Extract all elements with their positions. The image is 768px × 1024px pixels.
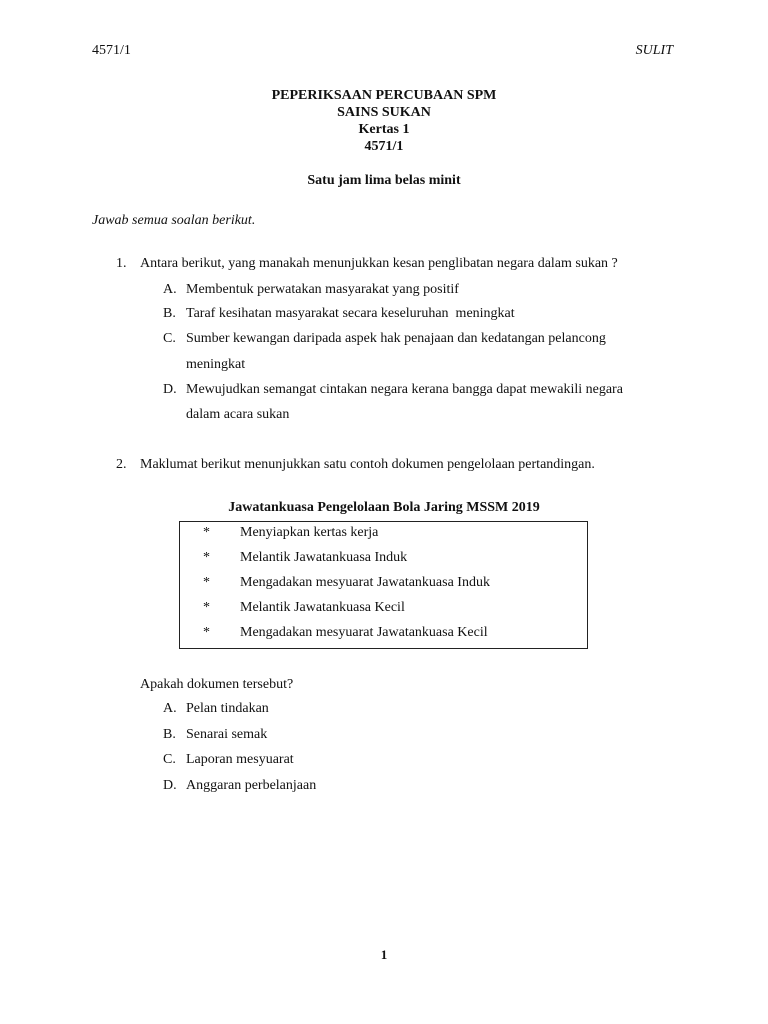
q1-option-d-text: Mewujudkan semangat cintakan negara kerana bangga dapat mewakili negara: [186, 382, 623, 397]
q1-option-a-text: Membentuk perwatakan masyarakat yang positif: [186, 282, 459, 297]
q2-option-c-text: Laporan mesyuarat: [186, 752, 294, 767]
box-title: Jawatankuasa Pengelolaan Bola Jaring MSSM 2019: [228, 500, 540, 515]
bullet-marker: *: [203, 600, 210, 615]
q1-option-b-text: Taraf kesihatan masyarakat secara keseluruhan meningkat: [186, 306, 515, 321]
question-1-number: 1.: [116, 256, 127, 271]
page-number: 1: [380, 947, 388, 962]
q1-option-c-text-cont: meningkat: [186, 357, 246, 372]
question-2-number: 2.: [116, 457, 127, 472]
paper-code: 4571/1: [92, 43, 131, 58]
classification-label: SULIT: [635, 43, 673, 58]
instruction: Jawab semua soalan berikut.: [92, 213, 256, 228]
q1-option-d-letter: D.: [163, 382, 177, 397]
bullet-marker: *: [203, 525, 210, 540]
q1-option-a-letter: A.: [163, 282, 177, 297]
q1-option-c-text: Sumber kewangan daripada aspek hak penajaan dan kedatangan pelancong: [186, 331, 606, 346]
q2-option-a-text: Pelan tindakan: [186, 701, 269, 716]
q2-option-d-text: Anggaran perbelanjaan: [186, 778, 317, 793]
q2-option-d-letter: D.: [163, 778, 177, 793]
q2-option-b-text: Senarai semak: [186, 727, 268, 742]
q1-option-b-letter: B.: [163, 306, 176, 321]
q2-option-c-letter: C.: [163, 752, 176, 767]
subject-title: SAINS SUKAN: [337, 105, 431, 120]
q2-option-b-letter: B.: [163, 727, 176, 742]
exam-title: PEPERIKSAAN PERCUBAAN SPM: [271, 88, 497, 103]
question-1-text: Antara berikut, yang manakah menunjukkan kesan penglibatan negara dalam sukan ?: [140, 256, 618, 271]
bullet-marker: *: [203, 575, 210, 590]
exam-duration: Satu jam lima belas minit: [307, 173, 461, 188]
q1-option-d-text-cont: dalam acara sukan: [186, 407, 290, 422]
box-item: Mengadakan mesyuarat Jawatankuasa Induk: [240, 575, 490, 590]
box-item: Menyiapkan kertas kerja: [240, 525, 379, 540]
question-2-prompt: Apakah dokumen tersebut?: [140, 677, 294, 692]
box-item: Melantik Jawatankuasa Induk: [240, 550, 408, 565]
box-item: Mengadakan mesyuarat Jawatankuasa Kecil: [240, 625, 488, 640]
box-item: Melantik Jawatankuasa Kecil: [240, 600, 405, 615]
bullet-marker: *: [203, 625, 210, 640]
q1-option-c-letter: C.: [163, 331, 176, 346]
bullet-marker: *: [203, 550, 210, 565]
paper-title: Kertas 1: [358, 122, 410, 137]
question-2-text: Maklumat berikut menunjukkan satu contoh dokumen pengelolaan pertandingan.: [140, 457, 595, 472]
q2-option-a-letter: A.: [163, 701, 177, 716]
paper-code-title: 4571/1: [364, 139, 404, 154]
